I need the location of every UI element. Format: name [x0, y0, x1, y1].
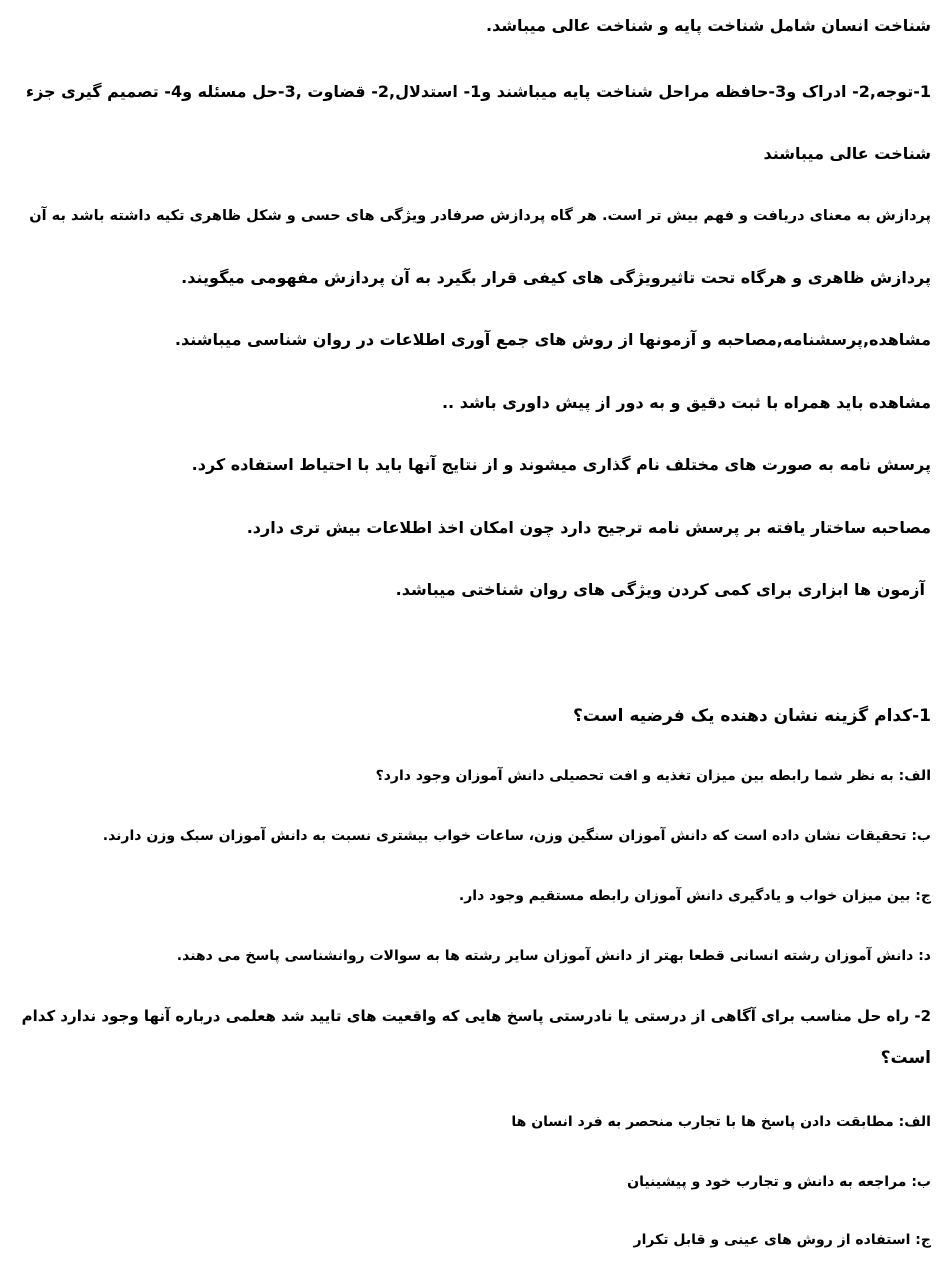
summary-line-6: مشاهده,پرسشنامه,مصاحبه و آزمونها از روش های جمع آوری اطلاعات در روان شناسی میباشند.: [174, 330, 931, 349]
summary-line-7: مشاهده باید همراه با ثبت دقیق و به دور از پیش داوری باشد ..: [441, 393, 931, 412]
summary-line-8: پرسش نامه به صورت های مختلف نام گذاری میشوند و از نتایج آنها باید با احتیاط استفاده کرد.: [191, 455, 931, 474]
question-2-option-b: ب: مراجعه به دانش و تجارب خود و پیشینیان: [627, 1174, 931, 1190]
summary-line-9: مصاحبه ساختار یافته بر پرسش نامه ترجیح دارد چون امکان اخذ اطلاعات بیش تری دارد.: [246, 518, 931, 537]
question-1-option-b: ب: تحقیقات نشان داده است که دانش آموزان سنگین وزن، ساعات خواب بیشتری نسبت به دانش آموزان سبک وزن دارند.: [102, 828, 931, 844]
summary-line-2: 1-توجه,2- ادراک و3-حافظه مراحل شناخت پایه میباشند و1- استدلال,2- قضاوت ,3-حل مسئله و4- تصمیم گیری جزء: [25, 82, 931, 101]
summary-line-4: پردازش به معنای دریافت و فهم بیش تر است. هر گاه پردازش صرفادر ویژگی های حسی و شکل ظاهری تکیه داشته باشد به آن: [29, 208, 931, 224]
question-2-stem-line-1: 2- راه حل مناسب برای آگاهی از درستی یا نادرستی پاسخ هایی که واقعیت های تایید شد هعلمی درباره آنها وجود ندارد کدام: [21, 1007, 931, 1025]
question-2-stem-line-2: است؟: [880, 1048, 931, 1068]
question-2-option-c: ج: استفاده از روش های عینی و قابل تکرار: [633, 1232, 931, 1248]
question-1-option-d: د: دانش آموزان رشته انسانی قطعا بهتر از دانش آموزان سایر رشته ها به سوالات روانشناسی پاسخ می دهند.: [176, 948, 931, 964]
summary-line-1: شناخت انسان شامل شناخت پایه و شناخت عالی میباشد.: [486, 16, 931, 35]
summary-line-10: آزمون ها ابزاری برای کمی کردن ویژگی های روان شناختی میباشد.: [395, 580, 925, 599]
question-2-option-a: الف: مطابقت دادن پاسخ ها با تجارب منحصر به فرد انسان ها: [511, 1114, 931, 1130]
question-1-option-a: الف: به نظر شما رابطه بین میزان تغذیه و افت تحصیلی دانش آموزان وجود دارد؟: [375, 768, 931, 784]
summary-line-3: شناخت عالی میباشند: [763, 144, 931, 163]
question-1-stem: 1-کدام گزینه نشان دهنده یک فرضیه است؟: [573, 706, 931, 726]
question-1-option-c: ج: بین میزان خواب و یادگیری دانش آموزان رابطه مستقیم وجود دار.: [458, 888, 931, 904]
summary-line-5: پردازش ظاهری و هرگاه تحت تاثیرویژگی های کیفی قرار بگیرد به آن پردازش مفهومی میگویند.: [181, 268, 931, 287]
